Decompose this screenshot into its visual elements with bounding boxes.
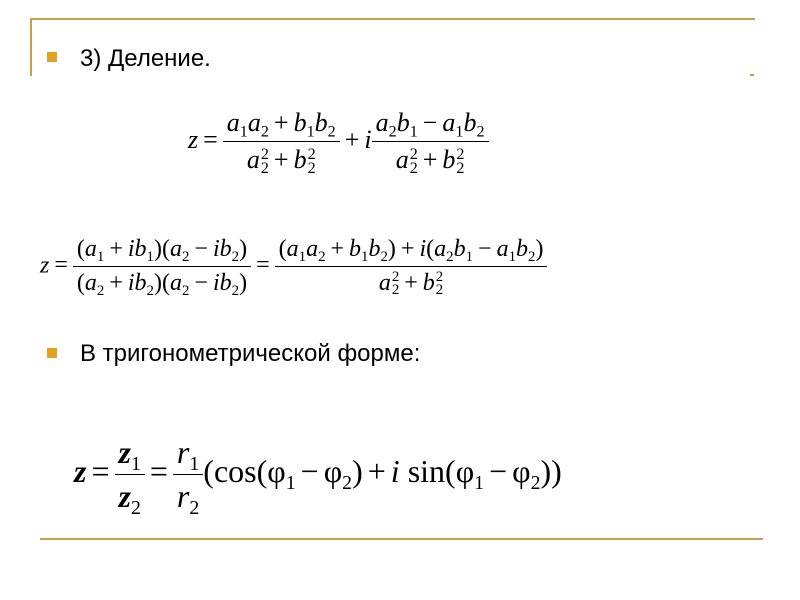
formula-division-conjugate: z = $\frac{(a_1 + ib_1)(a_2 - ib_2)}{(a_2 + ib_2)(a_2 - ib_2)}$ = $(a_1a_2 + b_1b_2) + i(a_2b_1 - a_1b_2)$ a 2 2 + b 2 2 (40, 236, 547, 298)
fraction-imaginary-part: $a_2b_1 - a_1b_2$ a 2 2 + b 2 2 (372, 108, 489, 177)
right-marker (750, 74, 754, 76)
bottom-rule (40, 538, 763, 540)
fraction-expanded: $(a_1a_2 + b_1b_2) + i(a_2b_1 - a_1b_2)$ a 2 2 + b 2 2 (275, 236, 548, 298)
bullet-text-division: 3) Деление. (80, 45, 211, 72)
formula-division-algebraic: z = $a_1a_2 + b_1b_2$ a 2 2 + b 2 2 + i $a_2b_1 - a_1b_2$ a 2 2 + b 2 2 (188, 108, 489, 177)
bullet-square-icon (47, 52, 57, 62)
left-rule (30, 18, 32, 76)
bullet-square-icon (47, 348, 57, 358)
fraction-real-part: $a_1a_2 + b_1b_2$ a 2 2 + b 2 2 (223, 108, 340, 177)
fraction-conjugate: $\frac{(a_1 + ib_1)(a_2 - ib_2)}{(a_2 + ib_2)(a_2 - ib_2)}$ (73, 236, 251, 297)
fraction-r1-over-r2: $\frac{r_1}{r_2}$ (173, 434, 203, 515)
bullet-text-trig-form: В тригонометрической форме: (80, 340, 421, 367)
formula-division-trigonometric: z = $\frac{z_1}{z_2}$ = $\frac{r_1}{r_2}$ ($\cos(\varphi_1 - \varphi_2) + i$ $\sin(\varphi_1 - \varphi_2)$) (74, 434, 562, 519)
top-rule (30, 18, 755, 20)
fraction-z1-over-z2: $\frac{z_1}{z_2}$ (115, 434, 145, 515)
